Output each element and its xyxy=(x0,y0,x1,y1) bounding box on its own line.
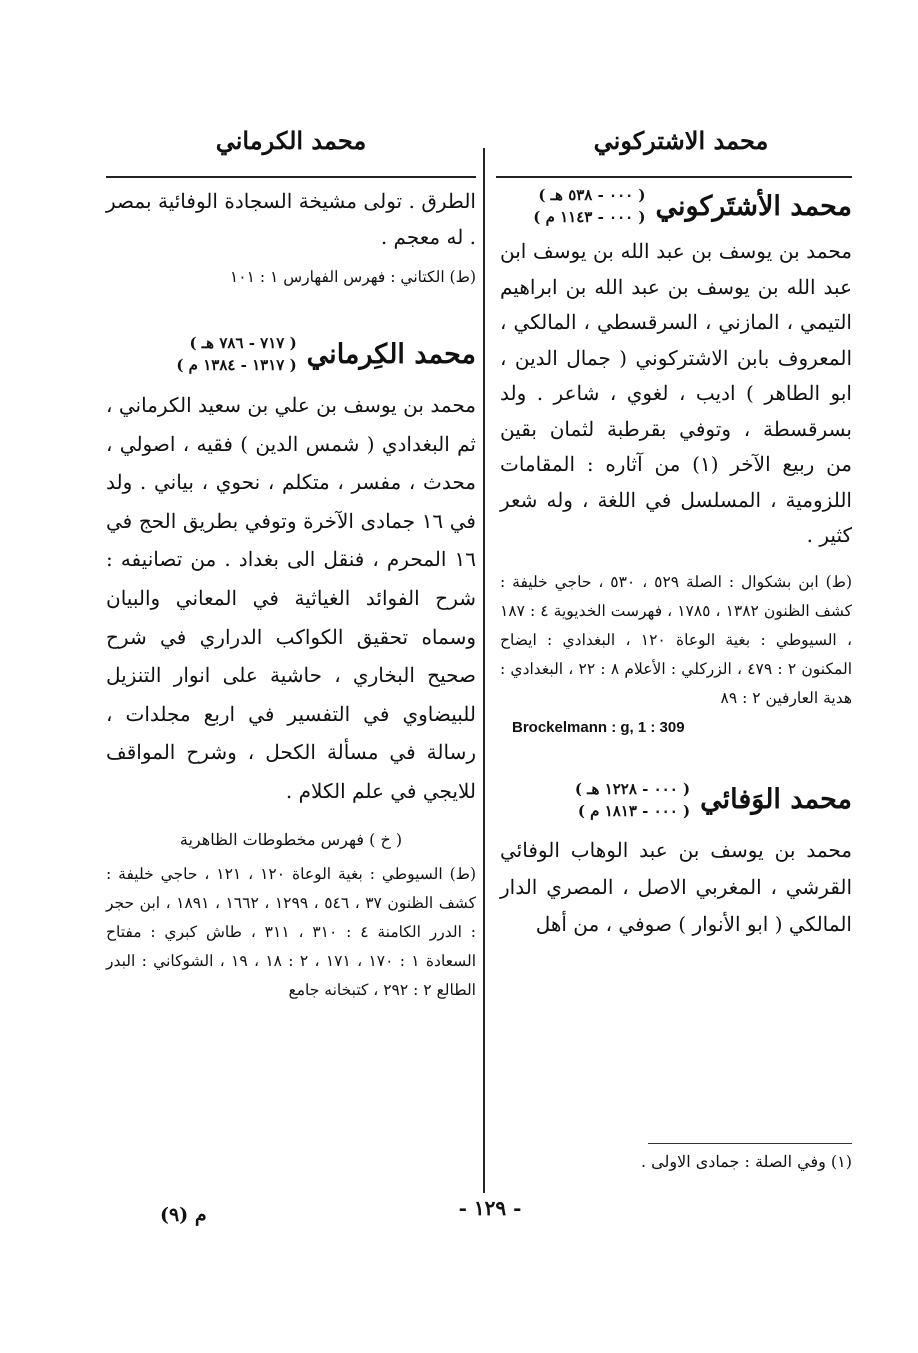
entry-references: (ط) ابن بشكوال : الصلة ٥٢٩ ، ٥٣٠ ، حاجي خليفة : كشف الظنون ١٣٨٢ ، ١٧٨٥ ، فهرست الخديوية ٤ : ١٨٧ ، السيوطي : بغية الوعاة ١٢٠ ، البغدادي : ايضاح المكنون ٢ : ٤٧٩ ، الزركلي : الأعلام ٨ : ٢٢ ، البغدادي : هدية العارفين ٢ : ٨٩ xyxy=(500,572,853,707)
dates-gregorian: ( ٠٠٠ - ١١٤٣ م ) xyxy=(533,208,646,226)
entry-references: (ط) السيوطي : بغية الوعاة ١٢٠ ، ١٢١ ، حاجي خليفة : كشف الظنون ٣٧ ، ٥٤٦ ، ١٢٩٩ ، ١٦٦٢ ، ١٨٩١ ، ابن حجر : الدرر الكامنة ٤ : ٣١٠ ، ٣١١ ، طاش كبري : مفتاح السعادة ١ : ١٧٠ ، ١٧١ ، ٢ : ١٨ ، ١٩ ، الشوكاني : البدر الطالع ٢ : ٢٩٢ ، كتبخانه جامع xyxy=(106,864,477,999)
right-column xyxy=(500,180,852,943)
footnote: (١) وفي الصلة : جمادى الاولى . xyxy=(640,1152,852,1171)
entry-dates xyxy=(533,184,645,228)
entry-dates xyxy=(176,332,296,376)
entry-name: محمد الأشتَركوني xyxy=(655,190,852,222)
running-header-right: محمد الاشتركوني xyxy=(593,126,769,155)
header-rule-right xyxy=(496,176,852,178)
left-column xyxy=(106,180,476,1005)
running-header-left: محمد الكرماني xyxy=(215,126,367,155)
entry-name: محمد الكِرماني xyxy=(306,338,476,370)
entry-title-kirmani xyxy=(106,332,476,376)
entry-body: محمد بن يوسف بن علي بن سعيد الكرماني ، ثم البغدادي ( شمس الدين ) فقيه ، اصولي ، محدث ، مفسر ، متكلم ، نحوي ، بياني . ولد في ١٦ جمادى الآخرة وتوفي بطريق الحج في ١٦ المحرم ، فنقل الى بغداد . من تصانيفه : شرح الفوائد الغياثية في المعاني والبيان وسماه تحقيق الكواكب الدراري في شرح صحيح البخاري ، حاشية على انوار التنزيل للبيضاوي في التفسير في اربع مجلدات ، رسالة في مسألة الكحل ، وشرح المواقف للايجي في علم الكلام . xyxy=(106,393,476,803)
entry-name: محمد الوَفائي xyxy=(700,784,852,815)
header-rule-left xyxy=(106,176,476,178)
entry-body: محمد بن يوسف بن عبد الوهاب الوفائي القرشي ، المغربي الاصل ، المصري الدار المالكي ( ابو الأنوار ) صوفي ، من أهل xyxy=(500,837,852,936)
dates-hijri: ( ٠٠٠ - ٥٣٨ هـ ) xyxy=(538,186,646,204)
dates-hijri: ( ٠٠٠ - ١٢٢٨ هـ ) xyxy=(574,779,691,798)
signature-mark: م (٩) xyxy=(160,1204,207,1226)
entry-title-wafai xyxy=(500,778,852,822)
entry-body: محمد بن يوسف بن عبد الله بن يوسف ابن عبد الله بن يوسف بن عبد الله بن ابراهيم التيمي ، المازني ، السرقسطي ، المالكي ، المعروف بابن الاشتركوني ( جمال الدين ، ابو الطاهر ) اديب ، لغوي ، شاعر . ولد بسرقسطة ، وتوفي بقرطبة لثمان بقين من ربيع الآخر (١) من آثاره : المقامات اللزومية ، المسلسل في اللغة ، وله شعر كثير . xyxy=(500,239,852,547)
column-divider xyxy=(483,148,485,1193)
entry-title-ashtarkuni xyxy=(500,184,852,228)
entry-dates xyxy=(575,778,690,822)
brockelmann-reference: Brockelmann : g, 1 : 309 xyxy=(512,718,685,736)
manuscripts-reference: ( خ ) فهرس مخطوطات الظاهرية xyxy=(179,829,403,849)
continuation-reference: (ط) الكتاني : فهرس الفهارس ١ : ١٠١ xyxy=(229,268,476,286)
continuation-text: الطرق . تولى مشيخة السجادة الوفائية بمصر . له معجم . xyxy=(106,189,476,249)
dates-gregorian: ( ١٣١٧ - ١٣٨٤ م ) xyxy=(176,356,297,374)
page-number: - ١٢٩ - xyxy=(458,1196,522,1220)
dates-hijri: ( ٧١٧ - ٧٨٦ هـ ) xyxy=(189,334,297,352)
dates-gregorian: ( ٠٠٠ - ١٨١٣ م ) xyxy=(577,801,691,820)
footnote-rule xyxy=(648,1143,852,1144)
